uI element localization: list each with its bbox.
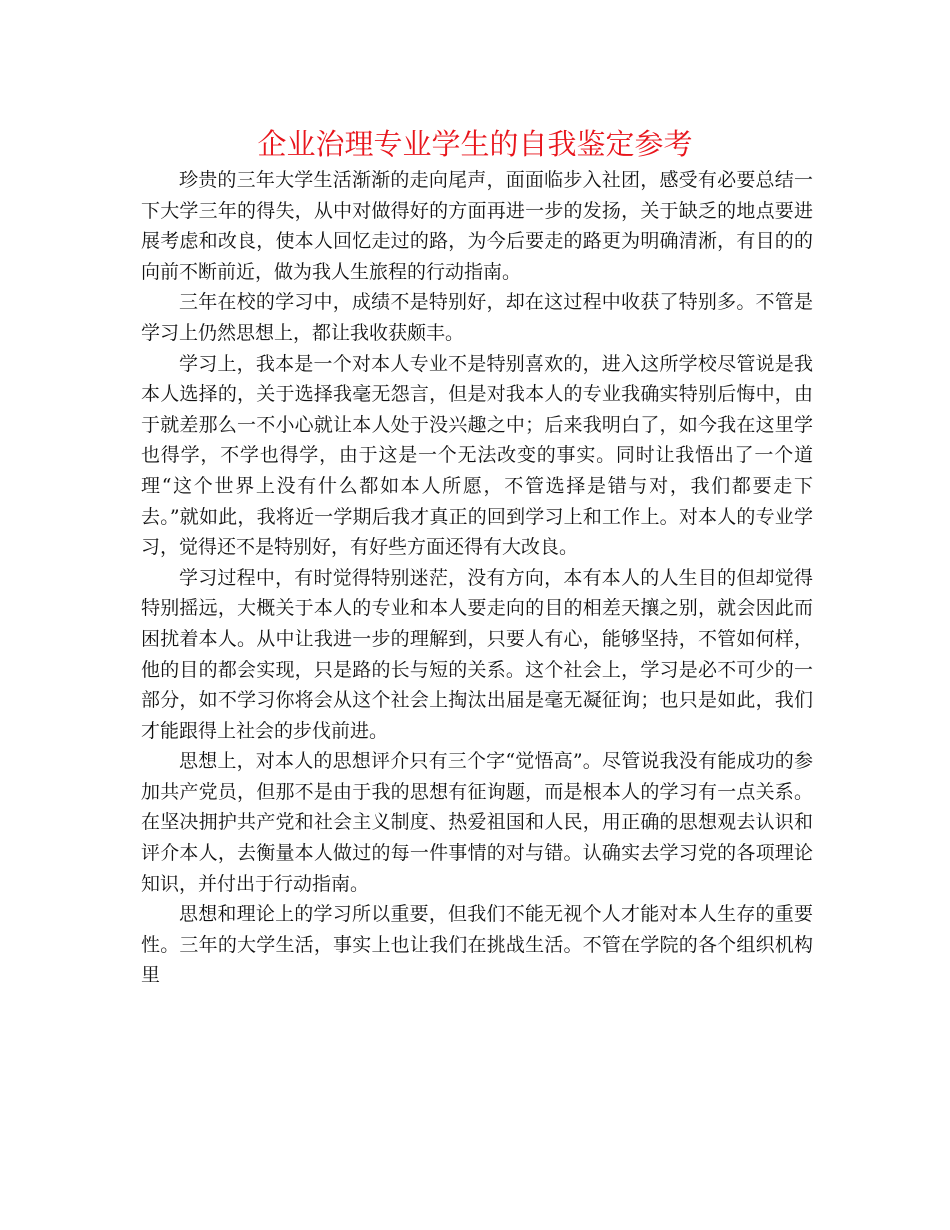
paragraph: 学习过程中，有时觉得特别迷茫，没有方向，本有本人的人生目的但却觉得特别摇远，大概关于本人的专业和本人要走向的目的相差天攘之别，就会因此而困扰着本人。从中让我进一步的理解到，只要人有心，能够坚持，不管如何样，他的目的都会实现，只是路的长与短的关系。这个社会上，学习是必不可少的一部分，如不学习你将会从这个社会上掏汰出届是毫无凝征询；也只是如此，我们才能跟得上社会的步伐前进。 xyxy=(141,566,813,742)
document-title: 企业治理专业学生的自我鉴定参考 xyxy=(257,127,693,161)
paragraph: 思想和理论上的学习所以重要，但我们不能无视个人才能对本人生存的重要性。三年的大学生活，事实上也让我们在挑战生活。不管在学院的各个组织机构里 xyxy=(141,903,813,987)
paragraph: 三年在校的学习中，成绩不是特别好，却在这过程中收获了特别多。不管是学习上仍然思想上，都让我收获颇丰。 xyxy=(141,291,813,344)
paragraph: 学习上，我本是一个对本人专业不是特别喜欢的，进入这所学校尽管说是我本人选择的，关于选择我毫无怨言，但是对我本人的专业我确实特别后悔中，由于就差那么一不小心就让本人处于没兴趣之中；后来我明白了，如今我在这里学也得学，不学也得学，由于这是一个无法改变的事实。同时让我悟出了一个道理“这个世界上没有什么都如本人所愿，不管选择是错与对，我们都要走下去。”就如此，我将近一学期后我才真正的回到学习上和工作上。对本人的专业学习，觉得还不是特别好，有好些方面还得有大改良。 xyxy=(141,352,813,559)
document-body xyxy=(141,165,813,991)
paragraph: 珍贵的三年大学生活渐渐的走向尾声，面面临步入社团，感受有必要总结一下大学三年的得失，从中对做得好的方面再进一步的发扬，关于缺乏的地点要进展考虑和改良，使本人回忆走过的路，为今后要走的路更为明确清淅，有目的的向前不断前近，做为我人生旅程的行动指南。 xyxy=(141,169,813,283)
paragraph: 思想上，对本人的思想评介只有三个字“觉悟高”。尽管说我没有能成功的参加共产党员，但那不是由于我的思想有征询题，而是根本人的学习有一点关系。在坚决拥护共产党和社会主义制度、热爱祖国和人民，用正确的思想观去认识和评介本人，去衡量本人做过的每一件事情的对与错。认确实去学习党的各项理论知识，并付出于行动指南。 xyxy=(141,750,813,895)
